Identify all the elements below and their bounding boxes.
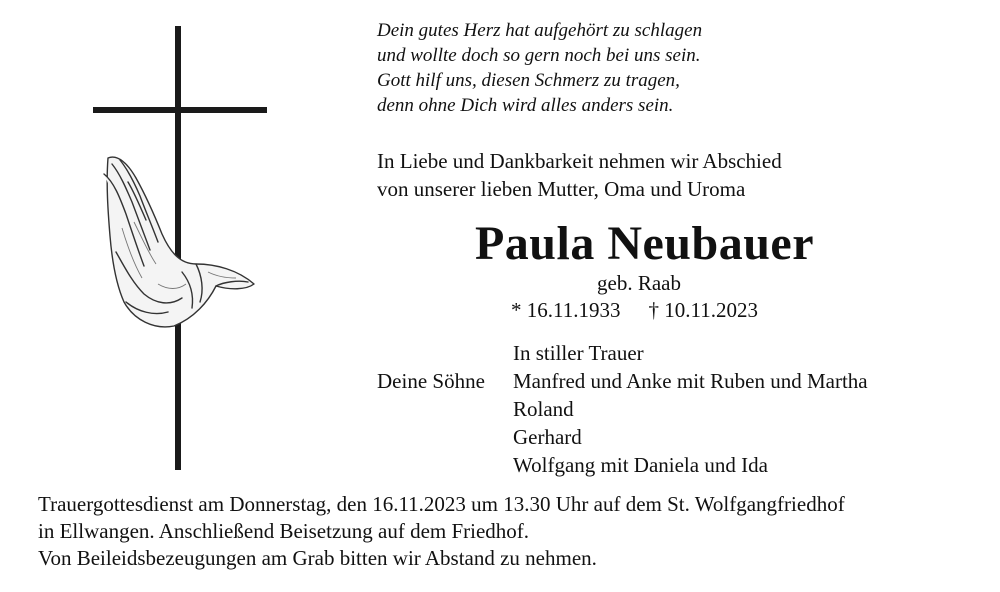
deceased-name: Paula Neubauer	[474, 217, 814, 270]
cross-horizontal-beam	[93, 107, 267, 113]
service-line: Von Beileidsbezeugungen am Grab bitten wir Abstand zu nehmen.	[38, 546, 597, 570]
intro-text	[377, 147, 782, 203]
mourners-heading: In stiller Trauer	[513, 341, 644, 365]
intro-line: In Liebe und Dankbarkeit nehmen wir Abschied	[377, 149, 782, 173]
mourner-entry: Gerhard	[513, 425, 582, 449]
mourners-label: Deine Söhne	[377, 369, 485, 393]
praying-hands-icon	[98, 152, 260, 332]
poem-verse	[377, 18, 702, 118]
service-info	[38, 491, 845, 572]
poem-line: Dein gutes Herz hat aufgehört zu schlagen	[377, 20, 703, 41]
poem-line: Gott hilf uns, diesen Schmerz zu tragen,	[377, 70, 680, 91]
service-line: Trauergottesdienst am Donnerstag, den 16.11.2023 um 13.30 Uhr auf dem St. Wolfgangfriedhof	[38, 492, 845, 516]
life-dates	[511, 297, 758, 323]
poem-line: denn ohne Dich wird alles anders sein.	[377, 95, 674, 116]
mourners-list	[513, 339, 868, 479]
death-date: † 10.11.2023	[648, 298, 758, 322]
intro-line: von unserer lieben Mutter, Oma und Uroma	[377, 177, 746, 201]
maiden-name: geb. Raab	[597, 271, 681, 295]
poem-line: und wollte doch so gern noch bei uns sein.	[377, 45, 701, 66]
birth-date: * 16.11.1933	[511, 298, 621, 322]
mourner-entry: Roland	[513, 397, 574, 421]
mourner-entry: Manfred und Anke mit Ruben und Martha	[513, 369, 868, 393]
service-line: in Ellwangen. Anschließend Beisetzung auf dem Friedhof.	[38, 519, 530, 543]
mourner-entry: Wolfgang mit Daniela und Ida	[513, 453, 768, 477]
